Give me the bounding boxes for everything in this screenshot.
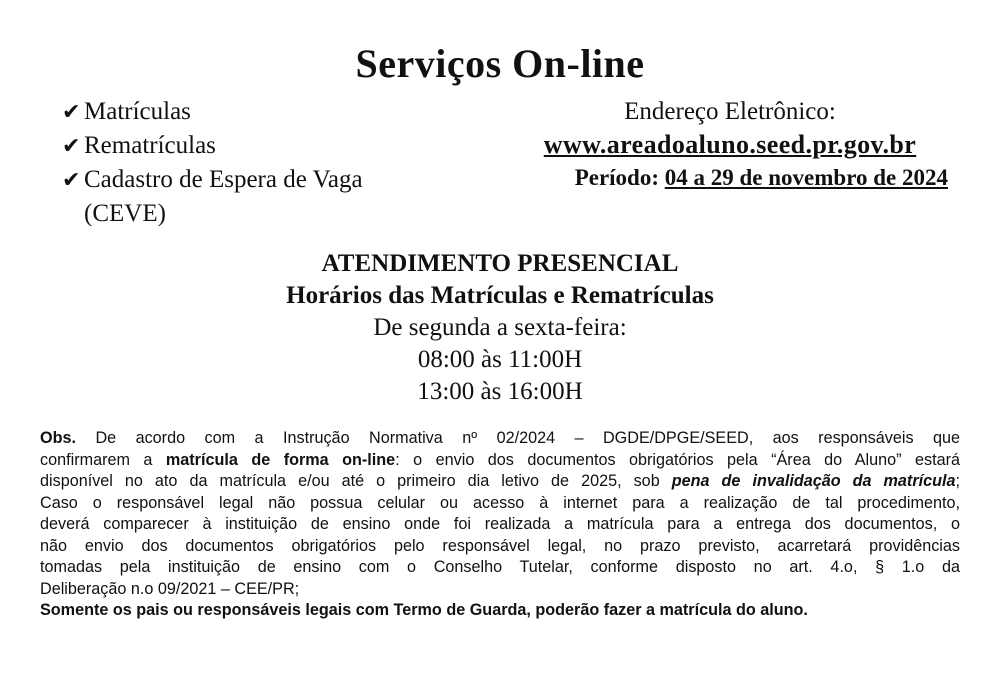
service-label-continuation: (CEVE) xyxy=(84,200,166,227)
in-person-section xyxy=(0,248,1000,408)
checkmark-icon: ✔ xyxy=(62,168,81,193)
obs-line: Deliberação n.o 09/2021 – CEE/PR; xyxy=(40,579,300,598)
page-title: Serviços On-line xyxy=(355,41,645,86)
online-address-block xyxy=(500,95,960,194)
schedule-afternoon: 13:00 às 16:00H xyxy=(417,378,583,405)
website-link[interactable]: www.areadoaluno.seed.pr.gov.br xyxy=(543,130,917,159)
list-item xyxy=(62,163,462,197)
period-label: Período: xyxy=(574,165,659,190)
obs-label: Obs. xyxy=(40,429,76,447)
schedule-morning: 08:00 às 11:00H xyxy=(417,346,583,373)
observation-paragraph xyxy=(40,428,960,622)
section-heading: ATENDIMENTO PRESENCIAL xyxy=(321,250,679,277)
online-services-list xyxy=(62,95,462,230)
obs-line: não envio dos documentos obrigatórios pelo responsável legal, no prazo previsto, acarretará providências xyxy=(40,536,960,555)
service-label: Matrículas xyxy=(84,98,191,125)
days-text: De segunda a sexta-feira: xyxy=(373,314,627,341)
obs-emphasis: matrícula de forma on-line xyxy=(165,450,396,469)
obs-line: Obs. De acordo com a Instrução Normativa nº 02/2024 – DGDE/DPGE/SEED, aos responsáveis que xyxy=(40,429,961,447)
obs-line: deverá comparecer à instituição de ensino onde foi realizada a matrícula para a entrega dos documentos, o xyxy=(40,515,960,533)
obs-line: Caso o responsável legal não possua celular ou acesso à internet para a realização de tal procedimento, xyxy=(40,493,960,512)
list-item xyxy=(62,129,462,163)
obs-line: tomadas pela instituição de ensino com o Conselho Tutelar, conforme disposto no art. 4.o, § 1.o da xyxy=(40,558,960,576)
list-item xyxy=(62,95,462,129)
service-label: Cadastro de Espera de Vaga xyxy=(84,166,363,193)
service-label: Rematrículas xyxy=(84,132,216,159)
obs-emphasis: pena de invalidação da matrícula xyxy=(671,472,956,490)
period-line xyxy=(500,161,960,194)
period-value: 04 a 29 de novembro de 2024 xyxy=(664,165,948,190)
obs-final-note: Somente os pais ou responsáveis legais com Termo de Guarda, poderão fazer a matrícula do aluno. xyxy=(40,601,808,619)
checkmark-icon: ✔ xyxy=(62,134,81,159)
address-label: Endereço Eletrônico: xyxy=(624,98,836,125)
obs-line: disponível no ato da matrícula e/ou até o primeiro dia letivo de 2025, sob pena de invalidação da matrícula; xyxy=(40,472,961,490)
checkmark-icon: ✔ xyxy=(62,100,81,125)
section-subheading: Horários das Matrículas e Rematrículas xyxy=(286,282,714,309)
obs-line: confirmarem a matrícula de forma on-line: o envio dos documentos obrigatórios pela “Área do Aluno” estará xyxy=(40,450,960,469)
